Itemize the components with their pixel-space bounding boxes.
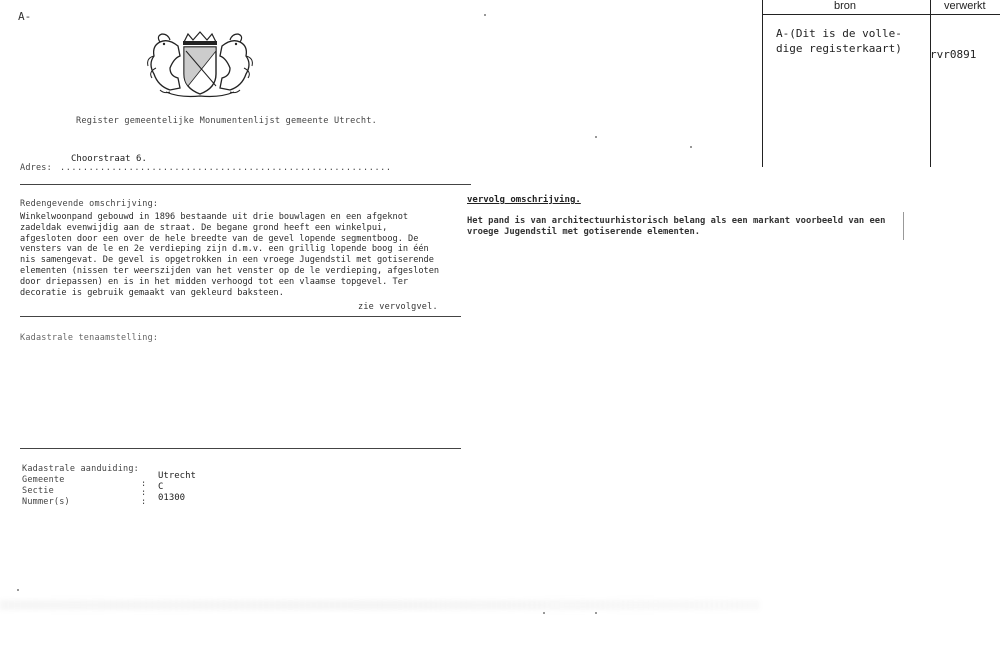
table-header-verwerkt: verwerkt	[944, 0, 986, 12]
scan-speck	[17, 589, 19, 591]
table-border-left	[762, 0, 763, 167]
omschrijving-line: nis samengevat. De gevel is opgetrokken in een vroege Jugendstil met gotiserende	[20, 255, 434, 266]
omschrijving-text	[20, 212, 475, 298]
scan-smudge	[0, 600, 760, 610]
kadastrale-aanduiding-header: Kadastrale aanduiding:	[22, 464, 139, 474]
gemeente-label: Gemeente	[22, 475, 65, 485]
colon: :	[141, 479, 147, 489]
separator-line	[20, 316, 461, 317]
kadastrale-tenaamstelling-label: Kadastrale tenaamstelling:	[20, 333, 159, 343]
zie-vervolg: zie vervolgvel.	[358, 302, 438, 312]
scan-speck	[484, 14, 486, 16]
bron-line: dige registerkaart)	[776, 42, 902, 55]
separator-line	[20, 184, 471, 185]
table-header-line	[762, 14, 1000, 15]
nummers-value: 01300	[158, 493, 186, 503]
omschrijving-line: decoratie is gebruik gemaakt van gekleurd baksteen.	[20, 287, 284, 298]
card-code: A-	[18, 10, 32, 23]
omschrijving-line: afgesloten door een over de hele breedte van de gevel lopende segmentboog. De	[20, 233, 419, 244]
omschrijving-line: elementen (nissen ter weerszijden van het venster op de le verdieping, afgesloten	[20, 265, 440, 276]
vervolg-line: vroege Jugendstil met gotiserende elementen.	[467, 227, 701, 237]
sectie-value: C	[158, 482, 164, 492]
colon: :	[141, 488, 147, 498]
omschrijving-line: Winkelwoonpand gebouwd in 1896 bestaande uit drie bouwlagen en een afgeknot	[20, 212, 409, 222]
sectie-label: Sectie	[22, 486, 54, 496]
omschrijving-line: door driepassen) en is in het midden verhoogd tot een vlaamse topgevel. Ter	[20, 276, 409, 287]
vervolg-heading: vervolg omschrijving.	[467, 195, 581, 205]
omschrijving-line: zadeldak evenwijdig aan de straat. De begane grond heeft een winkelpui,	[20, 222, 388, 233]
scan-speck	[595, 612, 597, 614]
gemeente-value: Utrecht	[158, 471, 196, 481]
verwerkt-value: rvr0891	[930, 48, 977, 61]
vertical-mark	[903, 212, 904, 240]
colon: :	[141, 497, 147, 507]
adres-label: Adres:	[20, 163, 52, 173]
adres-dotted-line: ..........................................................	[60, 163, 392, 173]
utrecht-coat-of-arms-icon	[140, 28, 260, 100]
register-title: Register gemeentelijke Monumentenlijst gemeente Utrecht.	[76, 116, 377, 126]
scan-speck	[690, 146, 692, 148]
redengevende-label: Redengevende omschrijving:	[20, 199, 159, 209]
table-border-middle	[930, 0, 931, 167]
bron-line: A-(Dit is de volle-	[776, 27, 902, 40]
vervolg-line: Het pand is van architectuurhistorisch belang als een markant voorbeeld van een	[467, 216, 886, 226]
scan-speck	[543, 612, 545, 614]
table-header-bron: bron	[834, 0, 857, 12]
separator-line	[20, 448, 461, 449]
adres-value: Choorstraat 6.	[71, 154, 147, 164]
scan-speck	[595, 136, 597, 138]
nummers-label: Nummer(s)	[22, 497, 70, 507]
omschrijving-line: vensters van de le en 2e verdieping zijn d.m.v. een grillig lopende boog in één	[20, 244, 429, 255]
